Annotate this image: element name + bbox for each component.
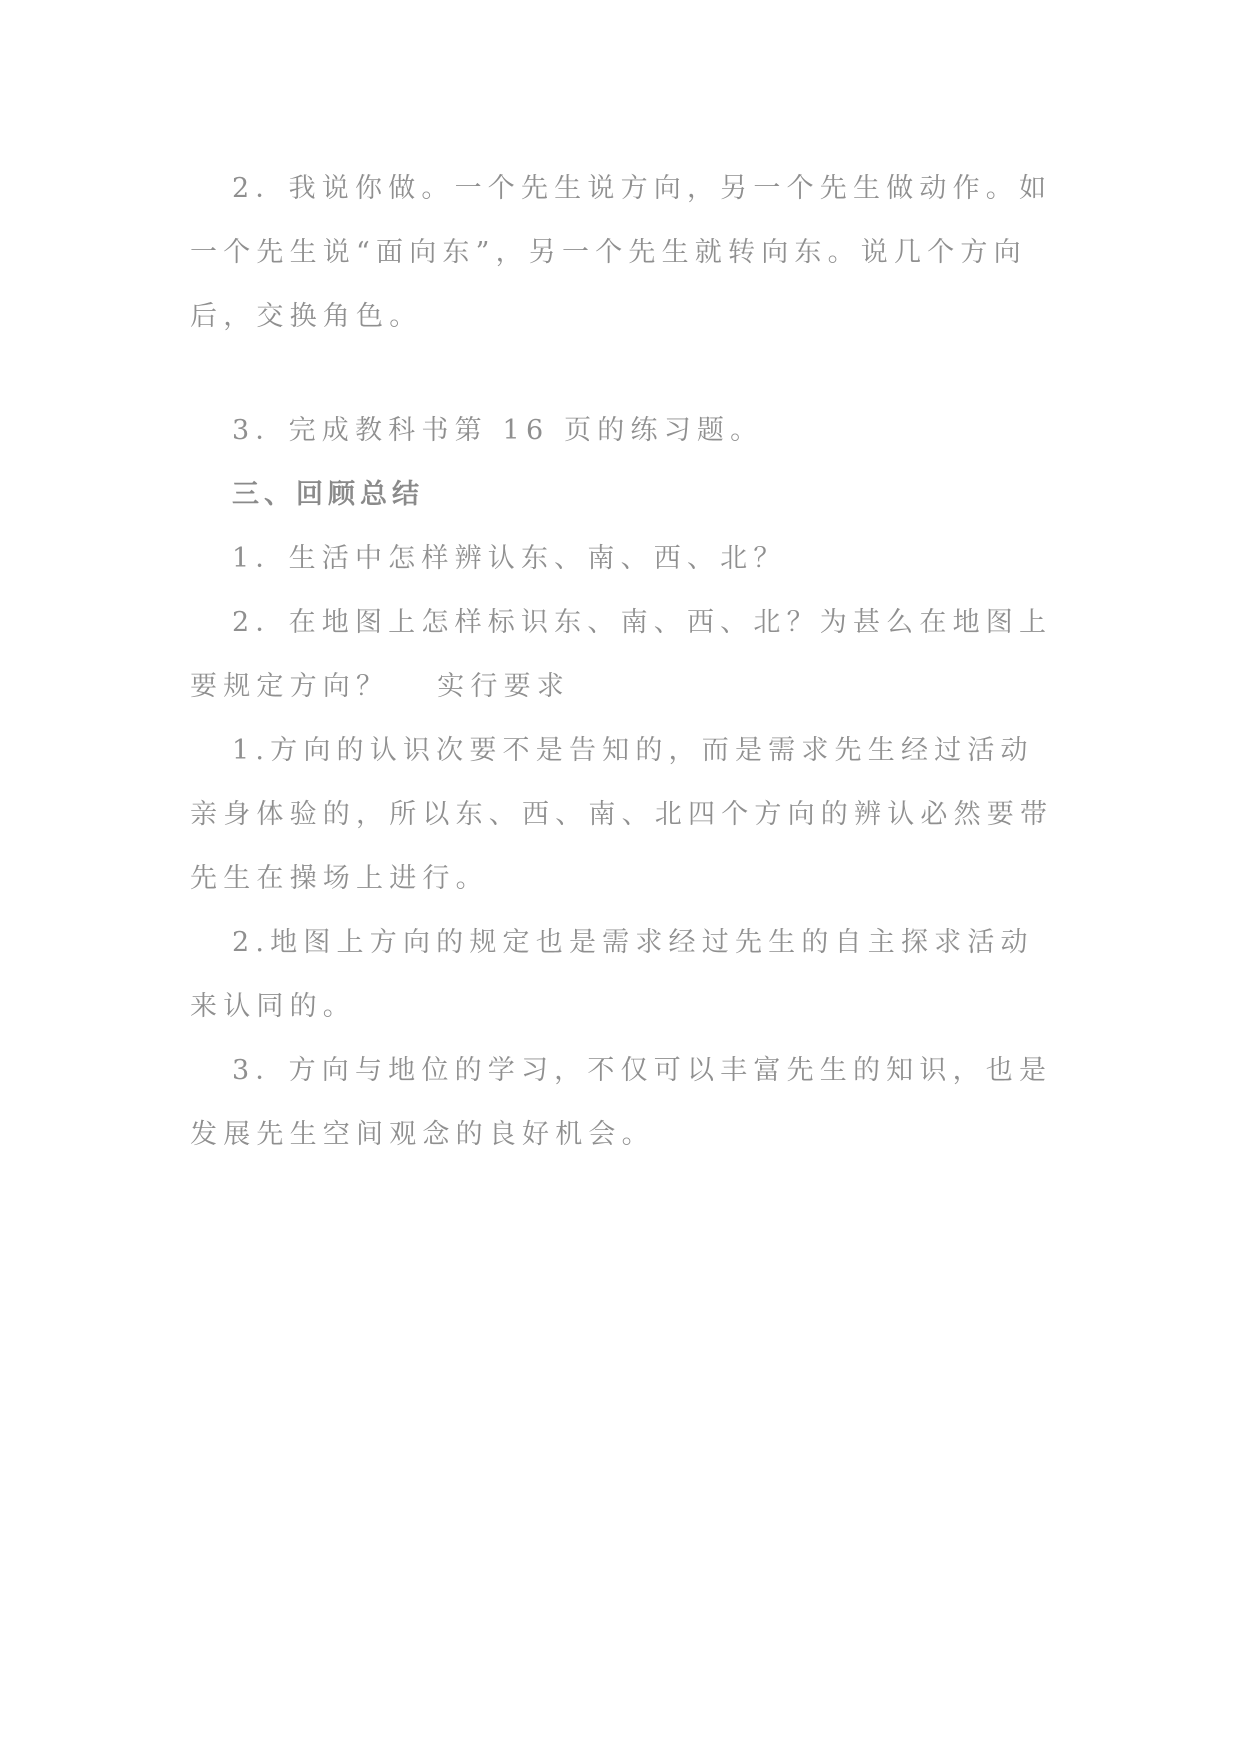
section-heading-review-summary: 三、回顾总结 xyxy=(232,479,424,510)
paragraph-textbook-exercise: 3．完成教科书第 16 页的练习题。 xyxy=(232,415,764,446)
document-body xyxy=(190,157,1055,1167)
paragraph-requirement-2: 2.地图上方向的规定也是需求经过先生的自主探求活动来认同的。 xyxy=(190,927,1034,1022)
paragraph-review-question-1: 1．生活中怎样辨认东、南、西、北？ xyxy=(232,543,787,574)
paragraph-activity-direction-game: 2．我说你做。一个先生说方向，另一个先生做动作。如一个先生说“面向东”，另一个先生就转向东。说几个方向后，交换角色。 xyxy=(190,173,1053,332)
paragraph-requirement-1: 1.方向的认识次要不是告知的，而是需求先生经过活动亲身体验的，所以东、西、南、北四个方向的辨认必然要带先生在操场上进行。 xyxy=(190,735,1054,894)
paragraph-review-question-2: 2．在地图上怎样标识东、南、西、北？为甚么在地图上要规定方向？ 实行要求 xyxy=(190,607,1053,702)
paragraph-requirement-3: 3．方向与地位的学习，不仅可以丰富先生的知识，也是发展先生空间观念的良好机会。 xyxy=(190,1055,1053,1150)
paragraph-gap xyxy=(190,349,1055,399)
